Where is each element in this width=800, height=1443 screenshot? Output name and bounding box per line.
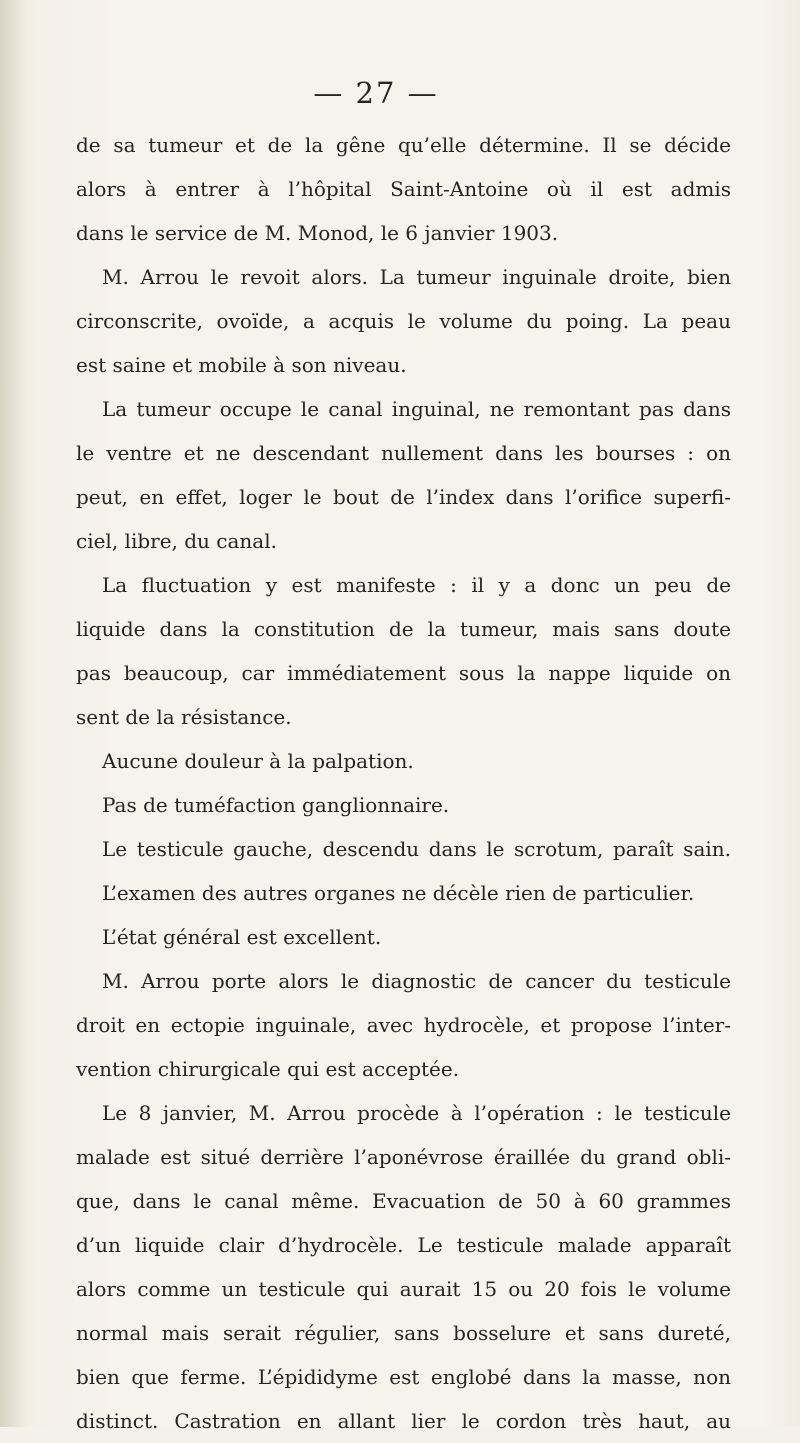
text-line: Aucune douleur à la palpation. [102, 749, 414, 773]
page-number: — 27 — [313, 76, 439, 110]
text-line: L’examen des autres organes ne décèle rien de particulier. [102, 881, 695, 905]
text-line: que, dans le canal même. Evacuation de 50 à 60 grammes [76, 1189, 731, 1213]
text-line: sent de la résistance. [76, 705, 292, 729]
text-line: d’un liquide clair d’hydrocèle. Le testicule malade apparaît [76, 1233, 731, 1257]
text-line: alors à entrer à l’hôpital Saint-Antoine où il est admis [76, 177, 731, 201]
text-line: M. Arrou porte alors le diagnostic de cancer du testicule [102, 969, 731, 993]
text-line: La fluctuation y est manifeste : il y a donc un peu de [102, 573, 731, 597]
text-line: droit en ectopie inguinale, avec hydrocèle, et propose l’inter- [76, 1013, 731, 1037]
text-line: malade est situé derrière l’aponévrose éraillée du grand obli- [76, 1145, 731, 1169]
text-line: Le 8 janvier, M. Arrou procède à l’opération : le testicule [102, 1101, 731, 1125]
text-line: vention chirurgicale qui est acceptée. [76, 1057, 460, 1081]
text-line: dans le service de M. Monod, le 6 janvier 1903. [76, 221, 559, 245]
text-line: M. Arrou le revoit alors. La tumeur inguinale droite, bien [102, 265, 731, 289]
text-line: le ventre et ne descendant nullement dans les bourses : on [76, 441, 731, 465]
text-line: est saine et mobile à son niveau. [76, 353, 407, 377]
text-line: La tumeur occupe le canal inguinal, ne remontant pas dans [102, 397, 731, 421]
text-line: pas beaucoup, car immédiatement sous la nappe liquide on [76, 661, 731, 685]
text-line: ciel, libre, du canal. [76, 529, 277, 553]
text-line: peut, en effet, loger le bout de l’index dans l’orifice superfi- [76, 485, 731, 509]
text-line: Le testicule gauche, descendu dans le scrotum, paraît sain. [102, 837, 731, 861]
page-edge-shadow [0, 0, 26, 1427]
text-line: bien que ferme. L’épididyme est englobé dans la masse, non [76, 1365, 731, 1389]
body-text [76, 123, 731, 1443]
text-line: L’état général est excellent. [102, 925, 382, 949]
text-line: liquide dans la constitution de la tumeur, mais sans doute [76, 617, 731, 641]
text-line: Pas de tuméfaction ganglionnaire. [102, 793, 450, 817]
text-line: de sa tumeur et de la gêne qu’elle détermine. Il se décide [76, 133, 731, 157]
text-line: alors comme un testicule qui aurait 15 ou 20 fois le volume [76, 1277, 731, 1301]
text-line: normal mais serait régulier, sans bosselure et sans dureté, [76, 1321, 731, 1345]
text-line: circonscrite, ovoïde, a acquis le volume du poing. La peau [76, 309, 731, 333]
text-line: distinct. Castration en allant lier le cordon très haut, au [76, 1409, 731, 1433]
